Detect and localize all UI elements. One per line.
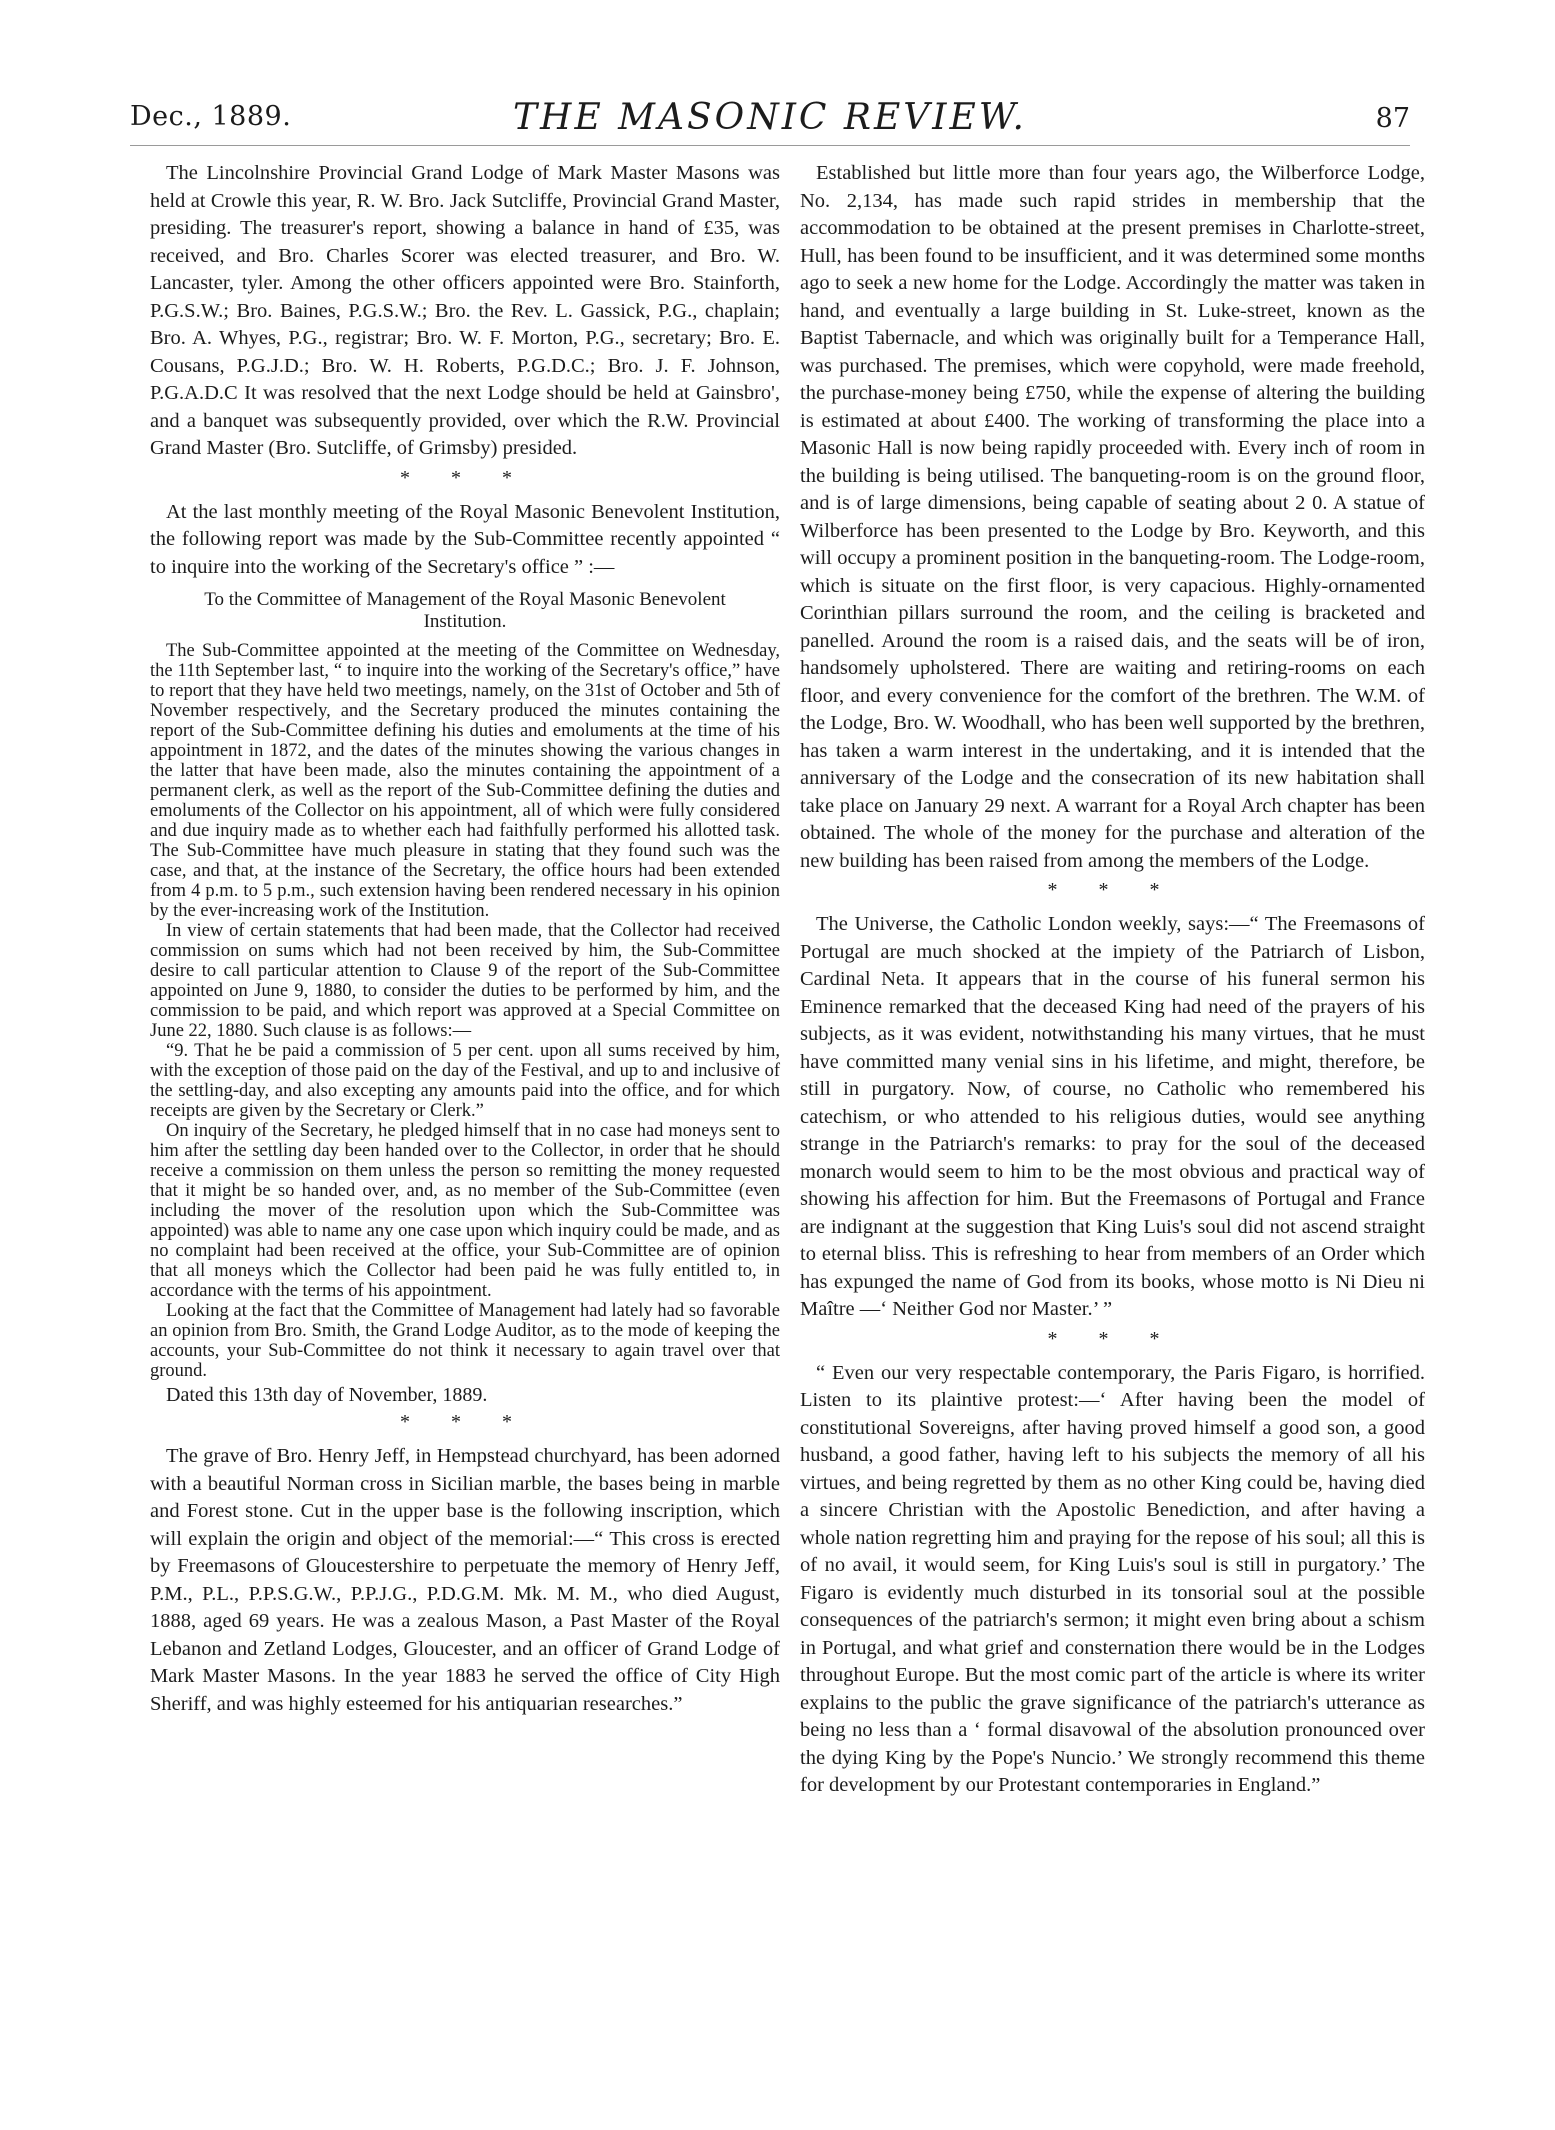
figaro-quote-paragraph: “ Even our very respectable contemporary, the Paris Figaro, is horrified. Listen to its plaintive protest:—‘ After having been the model of constitutional Sovereigns, after having proved himself a good son, a good husband, a good father, having left to his subjects the memory of all his virtues, and being regretted by them as no other King could be, having died a sincere Christian with the Apostolic Benediction, and after having a whole nation regretting him and praying for the repose of his soul; all this is of no avail, it would seem, for King Luis's soul is still in purgatory.’ The Figaro is evidently much disturbed in its tonsorial soul at the possible consequences of the patriarch's sermon; it might even bring about a schism in Portugal, and what grief and consternation there would be in the Lodges throughout Europe. But the most comic part of the article is where its writer explains to the public the grave significance of the patriarch's utterance as being no less than a ‘ formal disavowal of the absolution pronounced over the dying King by the Pope's Nuncio.’ We strongly recommend this theme for development by our Protestant contemporaries in England.”	[800, 1361, 1425, 1796]
lincolnshire-lodge-paragraph: The Lincolnshire Provincial Grand Lodge of Mark Master Masons was held at Crowle this year, R. W. Bro. Jack Sutcliffe, Provincial Grand Master, presiding. The treasurer's report, showing a balance in hand of £35, was received, and Bro. Charles Scorer was elected treasurer, and Bro. W. Lancaster, tyler. Among the other officers appointed were Bro. Stainforth, P.G.S.W.; Bro. Baines, P.G.S.W.; Bro. the Rev. L. Gassick, P.G., chaplain; Bro. A. Whyes, P.G., registrar; Bro. W. F. Morton, P.G., secretary; Bro. E. Cousans, P.G.J.D.; Bro. W. H. Roberts, P.G.D.C.; Bro. J. F. Johnson, P.G.A.D.C It was resolved that the next Lodge should be held at Gainsbro', and a banquet was subsequently provided, over which the R.W. Provincial Grand Master (Bro. Sutcliffe, of Grimsby) presided.	[150, 162, 780, 459]
report-paragraph: “9. That he be paid a commission of 5 per cent. upon all sums received by him, with the exception of those paid on the day of the Festival, and up to and inclusive of the settling-day, and also excepting any amounts paid into the office, and for which receipts are given by the Secretary or Clerk.”	[150, 1041, 780, 1121]
sub-committee-report	[150, 589, 780, 1407]
report-paragraph: On inquiry of the Secretary, he pledged himself that in no case had moneys sent to him after the settling day been handed over to the Collector, in order that he should receive a commission on them unless the person so remitting the money requested that it might be so handed over, and, as no member of the Sub-Committee (even including the mover of the resolution upon which the Sub-Committee was appointed) was able to name any one case upon which inquiry could be made, and as no complaint had been received at the office, your Sub-Committee are of opinion that all moneys which the Collector had been paid he was fully entitled to, in accordance with the terms of his appointment.	[150, 1121, 780, 1301]
report-heading: To the Committee of Management of the Royal Masonic Benevolent Institution.	[204, 589, 726, 632]
section-divider: * * *	[1047, 1327, 1178, 1350]
page-number: 87	[1375, 103, 1410, 134]
section-divider: * * *	[1047, 879, 1178, 901]
henry-jeff-grave-paragraph: The grave of Bro. Henry Jeff, in Hempstead churchyard, has been adorned with a beautiful Norman cross in Sicilian marble, the bases being in marble and Forest stone. Cut in the upper base is the following inscription, which will explain the origin and object of the memorial:—“ This cross is erected by Freemasons of Gloucestershire to perpetuate the memory of Henry Jeff, P.M., P.L., P.P.S.G.W., P.P.J.G., P.D.G.M. Mk. M. M., who died August, 1888, aged 69 years. He was a zealous Mason, a Past Master of the Royal Lebanon and Zetland Lodges, Gloucester, and an officer of Grand Lodge of Mark Master Masons. In the year 1883 he served the office of City High Sheriff, and was highly esteemed for his antiquarian researches.”	[150, 1445, 780, 1715]
report-paragraph: The Sub-Committee appointed at the meeting of the Committee on Wednesday, the 11th September last, “ to inquire into the working of the Secretary's office,” have to report that they have held two meetings, namely, on the 31st of October and 5th of November respectively, and the Secretary produced the minutes containing the report of the Sub-Committee defining his duties and emoluments at the time of his appointment in 1872, and the dates of the minutes showing the various changes in the latter that have been made, also the minutes containing the appointment of a permanent clerk, as well as the report of the Sub-Committee defining the duties and emoluments of the Collector on his appointment, all of which were fully considered and due inquiry made as to whether each had faithfully performed his allotted task. The Sub-Committee have much pleasure in stating that they found such was the case, and that, at the instance of the Secretary, the office hours had been extended from 4 p.m. to 5 p.m., such extension having been rendered necessary in his opinion by the ever-increasing work of the Institution.	[150, 641, 780, 921]
universe-quote-paragraph: The Universe, the Catholic London weekly, says:—“ The Freemasons of Portugal are much shocked at the impiety of the Patriarch of Lisbon, Cardinal Neta. It appears that in the course of his funeral sermon his Eminence remarked that the deceased King had need of the prayers of his subjects, as it was evident, notwithstanding his many virtues, that he must have committed many venial sins in his lifetime, and might, therefore, be still in purgatory. Now, of course, no Catholic who remembered his catechism, or who attended to his religious duties, would see anything strange in the Patriarch's remarks: to pray for the soul of the deceased monarch would seem to him to be the most obvious and practical way of showing his affection for him. But the Freemasons of Portugal and France are indignant at the suggestion that King Luis's soul did not ascend straight to eternal bliss. This is refreshing to hear from members of an Order which has expunged the name of God from its books, whose motto is Ni Dieu ni Maître —‘ Neither God nor Master.’ ”	[800, 913, 1425, 1320]
report-paragraph: In view of certain statements that had been made, that the Collector had received commission on sums which had not been received by him, the Sub-Committee desire to call particular attention to Clause 9 of the report of the Sub-Committee appointed on June 9, 1880, to consider the duties to be performed by him, and the commission to be paid, and which report was approved at a Special Committee on June 22, 1880. Such clause is as follows:—	[150, 921, 780, 1041]
report-date: Dated this 13th day of November, 1889.	[166, 1384, 488, 1406]
journal-title: THE MASONIC REVIEW.	[513, 97, 1027, 138]
section-divider: * * *	[400, 1411, 530, 1433]
left-column	[150, 160, 780, 1722]
section-divider: * * *	[400, 466, 530, 489]
page-header	[130, 95, 1410, 146]
benevolent-institution-paragraph: At the last monthly meeting of the Royal Masonic Benevolent Institution, the following report was made by the Sub-Committee recently appointed “ to inquire into the working of the Secretary's office ” :—	[150, 500, 780, 578]
issue-date: Dec., 1889.	[130, 101, 292, 132]
wilberforce-lodge-paragraph: Established but little more than four years ago, the Wilberforce Lodge, No. 2,134, has made such rapid strides in membership that the accommodation to be obtained at the present premises in Charlotte-street, Hull, has been found to be insufficient, and it was determined some months ago to seek a new home for the Lodge. Accordingly the matter was taken in hand, and eventually a large building in St. Luke-street, known as the Baptist Tabernacle, and which was originally built for a Temperance Hall, was purchased. The premises, which were copyhold, were made freehold, the purchase-money being £750, while the expense of altering the building is estimated at about £400. The working of transforming the place into a Masonic Hall is now being rapidly proceeded with. Every inch of room in the building is being utilised. The banqueting-room is on the ground floor, and is of large dimensions, being capable of seating about 2 0. A statue of Wilberforce has been presented to the Lodge by Bro. Keyworth, and this will occupy a prominent position in the banqueting-room. The Lodge-room, which is situate on the first floor, is very capacious. Highly-ornamented Corinthian pillars surround the room, and the ceiling is bracketed and panelled. Around the room is a raised dais, and the seats will be of iron, handsomely upholstered. There are waiting and retiring-rooms on each floor, and every convenience for the comfort of the brethren. The W.M. of the Lodge, Bro. W. Woodhall, who has been well supported by the brethren, has taken a warm interest in the undertaking, and it is intended that the anniversary of the Lodge and the consecration of its new habitation shall take place on January 29 next. A warrant for a Royal Arch chapter has been obtained. The whole of the money for the purchase and alteration of the new building has been raised from among the members of the Lodge.	[800, 162, 1425, 872]
report-paragraph: Looking at the fact that the Committee of Management had lately had so favorable an opinion from Bro. Smith, the Grand Lodge Auditor, as to the mode of keeping the accounts, your Sub-Committee do not think it necessary to again travel over that ground.	[150, 1301, 780, 1381]
right-column	[800, 160, 1425, 1804]
